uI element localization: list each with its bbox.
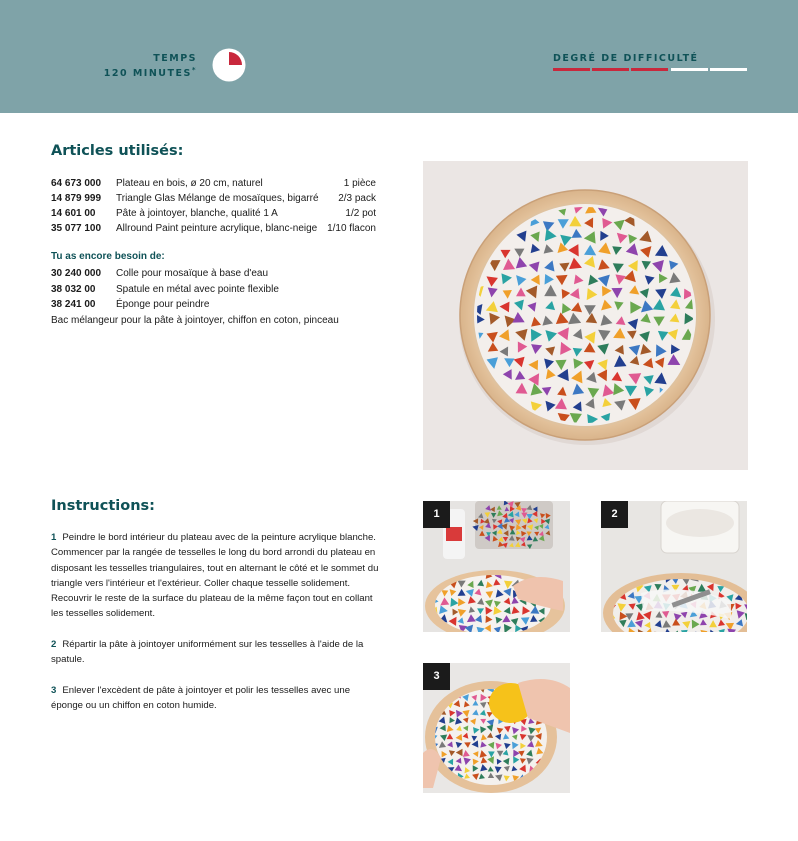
needed-item-row: [51, 266, 381, 281]
needed-extra-items: Bac mélangeur pour la pâte à jointoyer, chiffon en coton, pinceau: [51, 315, 339, 326]
needed-item-code: 38 032 00: [51, 284, 96, 295]
needed-item-row: [51, 282, 381, 297]
mosaic-tray-illustration: [423, 161, 748, 470]
article-description: Allround Paint peinture acrylique, blanc-neige: [116, 223, 318, 234]
article-description: Pâte à jointoyer, blanche, qualité 1 A: [116, 208, 278, 219]
step-number: 2: [51, 639, 57, 650]
article-row: [51, 206, 376, 221]
step-text: Enlever l'excèdent de pâte à jointoyer et polir les tesselles avec une éponge ou un chiffon en coton humide.: [51, 685, 351, 712]
article-quantity: 2/3 pack: [338, 193, 376, 204]
time-footnote-marker: *: [191, 66, 197, 74]
difficulty-meter: [553, 68, 747, 71]
article-description: Triangle Glas Mélange de mosaïques, bigarré: [116, 193, 319, 204]
instruction-step: [51, 530, 381, 622]
step-number: 3: [51, 685, 57, 696]
step-number: 1: [51, 532, 57, 543]
time-value: 120 MINUTES*: [103, 66, 197, 80]
article-row: [51, 176, 376, 191]
article-code: 64 673 000: [51, 178, 102, 189]
instructions-title: Instructions:: [51, 498, 155, 514]
instruction-step: [51, 637, 381, 668]
also-needed-title: Tu as encore besoin de:: [51, 251, 165, 262]
needed-item-code: 38 241 00: [51, 299, 96, 310]
articles-title: Articles utilisés:: [51, 143, 184, 159]
article-code: 14 601 00: [51, 208, 96, 219]
difficulty-bar: [553, 68, 590, 71]
difficulty-bar: [631, 68, 668, 71]
article-quantity: 1/10 flacon: [327, 223, 376, 234]
article-quantity: 1/2 pot: [345, 208, 376, 219]
needed-item-description: Éponge pour peindre: [116, 299, 210, 310]
article-description: Plateau en bois, ø 20 cm, naturel: [116, 178, 263, 189]
needed-item-row: [51, 297, 381, 312]
step-3-photo: [423, 663, 570, 793]
difficulty-bar: [592, 68, 629, 71]
needed-item-description: Colle pour mosaïque à base d'eau: [116, 268, 269, 279]
difficulty-bar: [710, 68, 747, 71]
finished-tray-photo: [423, 161, 748, 470]
article-code: 14 879 999: [51, 193, 102, 204]
step-badge: 3: [423, 663, 450, 690]
needed-item-description: Spatule en métal avec pointe flexible: [116, 284, 279, 295]
header-banner: [0, 0, 798, 113]
step-text: Peindre le bord intérieur du plateau avec de la peinture acrylique blanche. Commencer par la rangée de tesselles le long du bord arrondi du plateau en disposant les tesselles triangulaires, tout en alternant le côté et le sommet du triangle vers l'intérieur et l'extérieur. Coller chaque tesselle solidement. Recouvrir le reste de la surface du plateau de la même façon tout en collant les tesselles solidement.: [51, 532, 379, 620]
step-text: Répartir la pâte à jointoyer uniformément sur les tesselles à l'aide de la spatule.: [51, 639, 364, 666]
clock-icon: [212, 48, 246, 82]
difficulty-bar: [671, 68, 708, 71]
article-row: [51, 221, 376, 236]
difficulty-label: DEGRÉ DE DIFFICULTÉ: [553, 53, 699, 64]
step-badge: 1: [423, 501, 450, 528]
instruction-step: [51, 683, 381, 714]
article-row: [51, 191, 376, 206]
step-badge: 2: [601, 501, 628, 528]
article-quantity: 1 pièce: [343, 178, 376, 189]
step-1-photo: [423, 501, 570, 632]
step-2-photo: [601, 501, 747, 632]
article-code: 35 077 100: [51, 223, 102, 234]
needed-item-code: 30 240 000: [51, 268, 102, 279]
time-label: TEMPS: [153, 53, 197, 64]
